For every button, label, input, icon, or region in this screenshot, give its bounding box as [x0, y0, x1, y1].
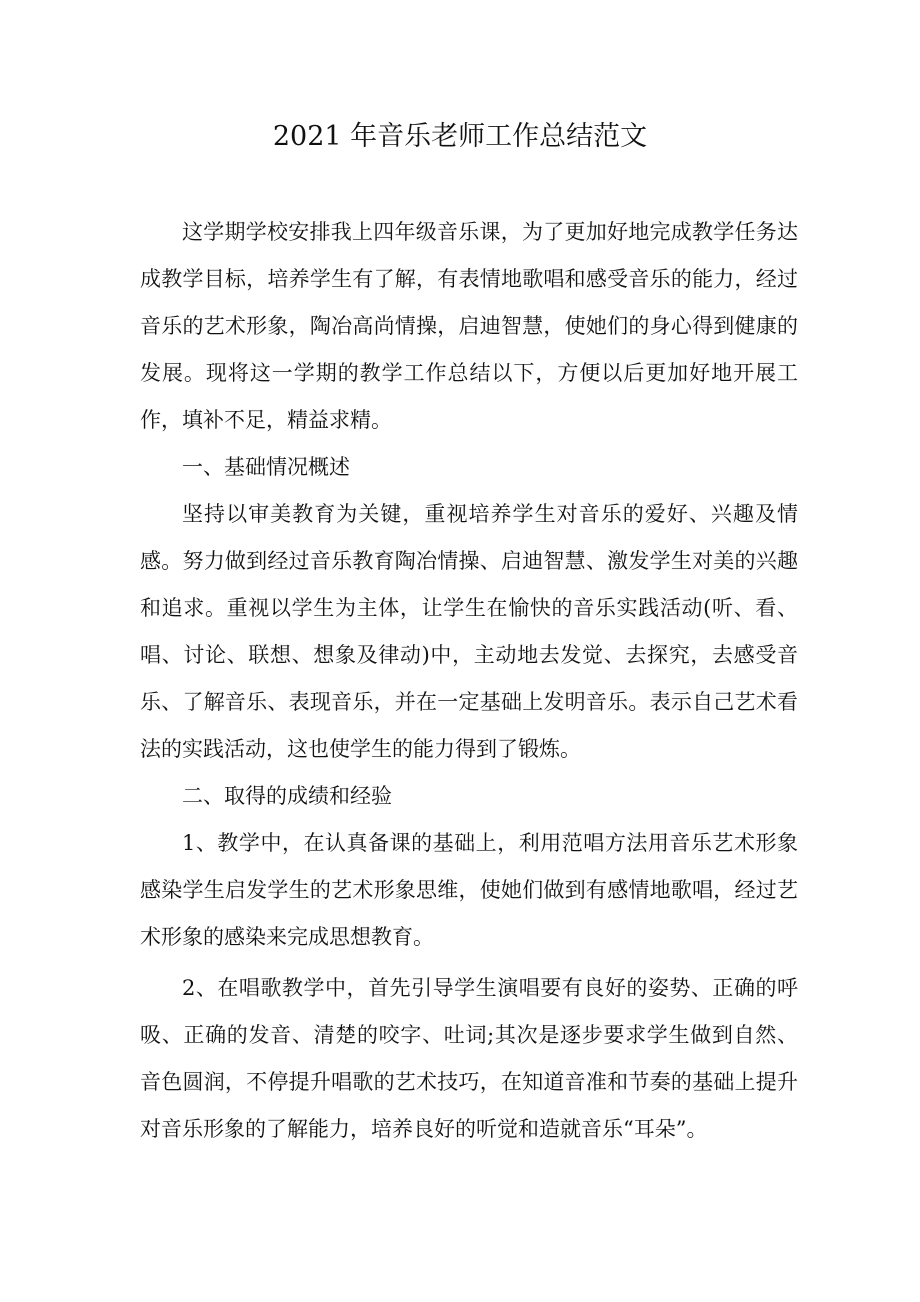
- section-1-paragraph: 坚持以审美教育为关键，重视培养学生对音乐的爱好、兴趣及情感。努力做到经过音乐教育陶冶情操、启迪智慧、激发学生对美的兴趣和追求。重视以学生为主体，让学生在愉快的音乐实践活动(听、看、唱、讨论、联想、想象及律动)中，主动地去发觉、去探究，去感受音乐、了解音乐、表现音乐，并在一定基础上发明音乐。表示自己艺术看法的实践活动，这也使学生的能力得到了锻炼。: [140, 502, 798, 761]
- section-heading-2: 二、取得的成绩和经验: [182, 784, 392, 808]
- item-1-paragraph: 1、教学中，在认真备课的基础上，利用范唱方法用音乐艺术形象感染学生启发学生的艺术形象思维，使她们做到有感情地歌唱，经过艺术形象的感染来完成思想教育。: [140, 831, 798, 949]
- document-body: [140, 209, 798, 1153]
- item-2-paragraph: 2、在唱歌教学中，首先引导学生演唱要有良好的姿势、正确的呼吸、正确的发音、清楚的咬字、吐词;其次是逐步要求学生做到自然、音色圆润，不停提升唱歌的艺术技巧，在知道音准和节奏的基础上提升对音乐形象的了解能力，培养良好的听觉和造就音乐“耳朵”。: [140, 976, 798, 1141]
- section-heading-1: 一、基础情况概述: [182, 455, 350, 479]
- intro-paragraph: 这学期学校安排我上四年级音乐课，为了更加好地完成教学任务达成教学目标，培养学生有了解，有表情地歌唱和感受音乐的能力，经过音乐的艺术形象，陶冶高尚情操，启迪智慧，使她们的身心得到健康的发展。现将这一学期的教学工作总结以下，方便以后更加好地开展工作，填补不足，精益求精。: [140, 220, 798, 432]
- document-title: 2021 年音乐老师工作总结范文: [272, 121, 648, 152]
